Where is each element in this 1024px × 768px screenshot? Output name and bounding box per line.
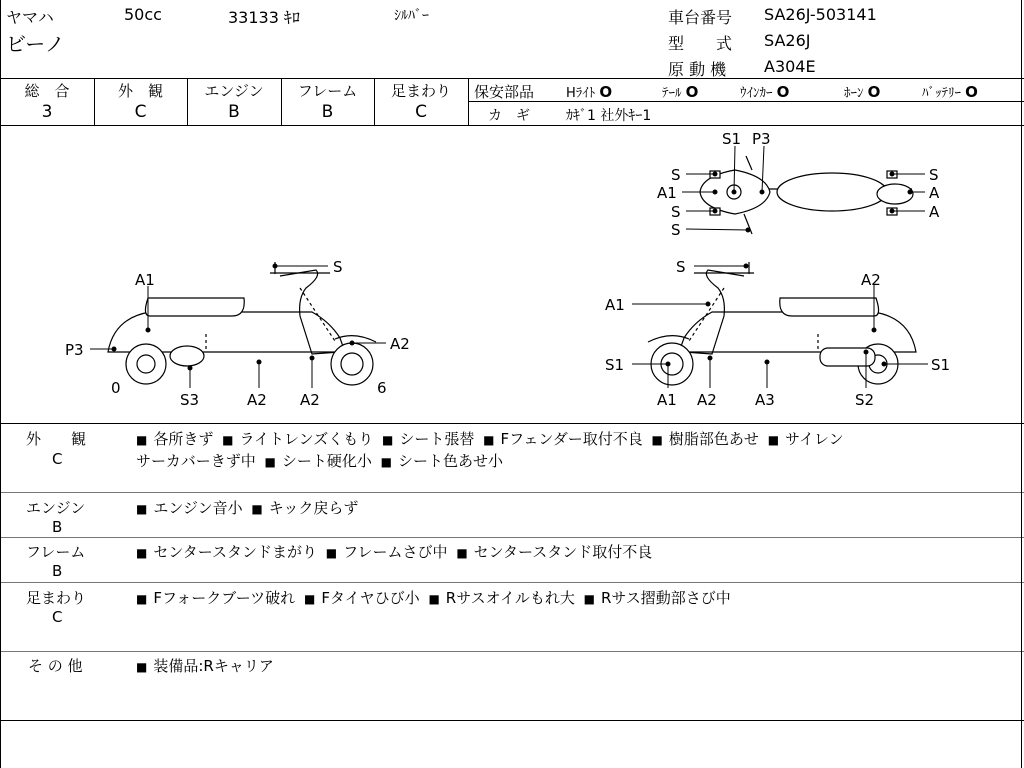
diag-label: S (671, 166, 681, 184)
diag-label: S (676, 258, 686, 276)
diag-label: S (671, 221, 681, 239)
remark-line-suspension: ■ Fフォークブーツ破れ ■ Fタイヤひび小 ■ Rサスオイルもれ大 ■ Rサス摺動部さび中 (136, 589, 731, 607)
diag-label: A3 (755, 391, 775, 409)
diag-label: A (929, 184, 940, 202)
type-value: SA26J (764, 31, 811, 50)
safety-item-tail: ﾃｰﾙ O (662, 83, 699, 101)
diag-label: A2 (697, 391, 717, 409)
grade-label-exterior: 外 観 (117, 82, 163, 100)
remark-title-engine: エンジン (26, 499, 86, 517)
remark-title-exterior: 外 観 (26, 430, 87, 448)
diag-label: 6 (377, 379, 387, 397)
divider (0, 492, 1024, 493)
grade-label-frame: フレーム (297, 82, 358, 100)
diag-label: P3 (65, 341, 84, 359)
diag-label: S1 (931, 356, 951, 374)
grade-value-overall: 3 (41, 102, 53, 122)
safety-item-headlight: Hﾗｲﾄ O (566, 83, 613, 101)
diag-label: S3 (180, 391, 200, 409)
key-value: ｶｷﾞ1 社外ｷｰ1 (566, 108, 652, 124)
diag-label: A1 (605, 296, 625, 314)
safety-item-battery: ﾊﾞｯﾃﾘｰ O (922, 83, 978, 101)
grade-label-engine: エンジン (204, 82, 264, 100)
grade-value-exterior: C (134, 102, 147, 122)
divider (468, 78, 469, 125)
diag-label: A2 (861, 271, 881, 289)
grade-value-engine: B (228, 102, 240, 122)
remark-line-exterior: ■ 各所きず ■ ライトレンズくもり ■ シート張替 ■ Fフェンダー取付不良 ■ 樹脂部色あせ ■ サイレン (136, 430, 844, 448)
diag-label: A2 (300, 391, 320, 409)
diag-label: S (333, 258, 343, 276)
remark-line-frame: ■ センタースタンドまがり ■ フレームさび中 ■ センタースタンド取付不良 (136, 543, 653, 561)
displacement: 50cc (124, 5, 162, 24)
diag-label: A1 (135, 271, 155, 289)
engine-label: 原 動 機 (668, 60, 727, 79)
divider (0, 720, 1024, 721)
remark-line2-exterior: サーカバーきず中 ■ シート硬化小 ■ シート色あせ小 (136, 452, 503, 470)
remark-title-frame: フレーム (26, 543, 86, 561)
diag-label: A (929, 203, 940, 221)
divider (0, 582, 1024, 583)
remark-grade-frame: B (52, 562, 63, 580)
diag-label: A2 (247, 391, 267, 409)
remark-grade-engine: B (52, 518, 63, 536)
scooter-top-view (700, 156, 913, 234)
remark-line-other: ■ 装備品:Rキャリア (136, 657, 274, 675)
diag-label: P3 (752, 130, 771, 148)
diag-label: A2 (390, 335, 410, 353)
grade-label-suspension: 足まわり (390, 82, 451, 100)
diag-label: S1 (722, 130, 742, 148)
diag-label: 0 (111, 379, 121, 397)
grade-value-frame: B (321, 102, 334, 122)
color: ｼﾙﾊﾞｰ (394, 8, 429, 24)
frame-no: SA26J-503141 (764, 5, 877, 24)
grade-value-suspension: C (415, 102, 427, 122)
diag-label: S (929, 166, 939, 184)
maker: ヤマハ (6, 8, 54, 27)
diag-label: A1 (657, 391, 677, 409)
frame-no-label: 車台番号 (668, 8, 733, 27)
remark-title-suspension: 足まわり (26, 589, 87, 607)
diag-label: S2 (855, 391, 875, 409)
remark-grade-suspension: C (52, 608, 63, 626)
damage-diagram (0, 126, 1024, 424)
diag-label: S (671, 203, 681, 221)
safety-item-horn: ﾎｰﾝ O (844, 83, 881, 101)
safety-item-winker: ｳｲﾝｶｰ O (740, 83, 790, 101)
divider (0, 537, 1024, 538)
divider (0, 78, 1024, 79)
safety-label: 保安部品 (474, 83, 535, 101)
type-label: 型 式 (668, 34, 733, 53)
engine-value: A304E (764, 57, 816, 76)
mileage: 33133 ｷﾛ (228, 8, 300, 27)
remark-grade-exterior: C (52, 450, 63, 468)
remark-line-engine: ■ エンジン音小 ■ キック戻らず (136, 499, 359, 517)
model-name: ビーノ (6, 32, 65, 56)
grade-label-overall: 総 合 (24, 82, 70, 100)
diag-label: A1 (657, 184, 677, 202)
diag-label: S1 (605, 356, 625, 374)
divider (468, 101, 1024, 102)
divider (0, 651, 1024, 652)
remark-title-other: そ の 他 (28, 657, 83, 675)
key-label: カ ギ (488, 108, 530, 124)
